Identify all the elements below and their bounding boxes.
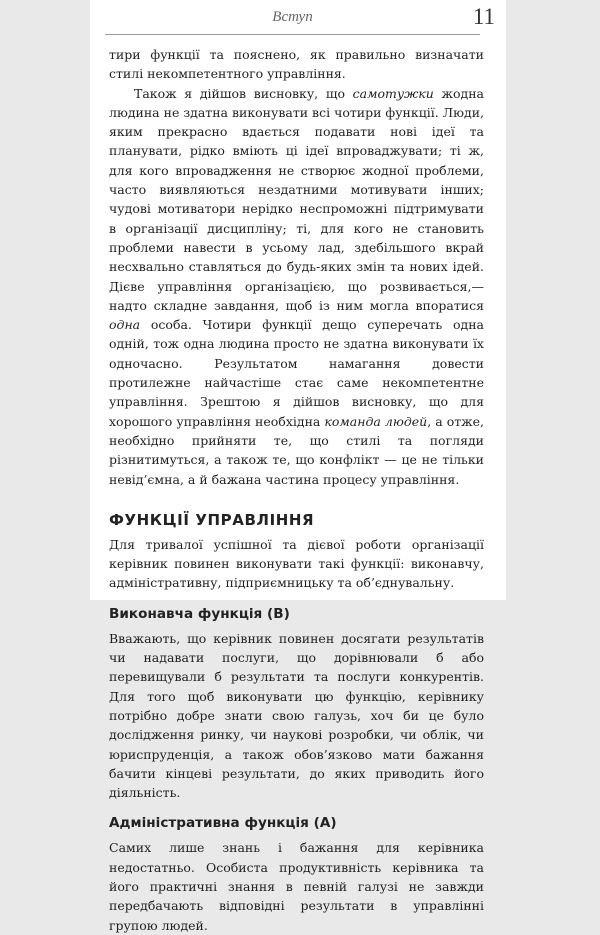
executive-function-paragraph: Вважають, що керівник повинен досягати результатів чи надавати послуги, що дорівнювали б або перевищували б результати та послуги конкурентів. Для того щоб виконувати цю функцію, керівнику потрібно добре знати свою галузь, хоч би це було дослідження ринку, чи наукові розробки, чи облік, чи юриспруденція, а також обов’язково мати бажання бачити кінцеві результати, до яких приводить його діяльність.: [109, 630, 484, 801]
paragraph-continuation: тири функції та пояснено, як правильно визначати стилі некомпетентного управління.: [109, 47, 484, 82]
emphasis-text: одна: [109, 317, 141, 333]
paragraph-text: жодна людина не здатна виконувати всі чотири функції. Люди, яким прекрасно вдається подавати нові ідеї та планувати, рідко вміють ці ідеї впроваджувати; ті ж, для кого впровадження не створює жодної проблеми, часто виявляються нездатними мотивувати інших; чудові мотиватори нерідко неспроможні підтримувати в організації дисципліну; ті, для кого не становить проблеми навести в усьому лад, здебільшого вкрай несхвально ставляться до будь-яких змін та нових ідей. Дієве управління організацією, що розвивається,— надто складне завдання, щоб із ним могла впоратися: [109, 85, 485, 313]
subheading-administrative-function: Адміністративна функція (А): [109, 815, 337, 832]
paragraph-text: , а отже, необхідно прийняти те, що стилі та погляди різнитимуться, а також те, що конфлікт — це не тільки невід’ємна, а й бажана частина процесу управління.: [109, 413, 485, 487]
running-header-title: Вступ: [272, 9, 313, 25]
running-header: [105, 0, 505, 40]
page-body: [109, 45, 484, 935]
section-heading: ФУНКЦІЇ УПРАВЛІННЯ: [109, 510, 315, 529]
subheading-executive-function: Виконавча функція (В): [109, 605, 290, 622]
administrative-function-paragraph: Самих лише знань і бажання для керівника недостатньо. Особиста продуктивність керівника та його практичні знання в певній галузі не завжди передбачають відповідні результати в управлінні групою людей.: [109, 840, 484, 933]
paragraph-text: Також я дійшов висновку, що: [134, 85, 353, 101]
paragraph-conclusion: [109, 84, 484, 489]
section-intro-paragraph: Для тривалої успішної та дієвої роботи організації керівник повинен виконувати такі функції: виконавчу, адміністративну, підприємницьку та об’єднувальну.: [109, 536, 484, 591]
emphasis-text: команда людей: [324, 413, 428, 429]
book-page: [90, 0, 506, 933]
page-number: 11: [472, 4, 495, 29]
header-rule: [105, 34, 480, 35]
emphasis-text: самотужки: [352, 85, 434, 101]
paragraph-text: особа. Чотири функції дещо суперечать одна одній, тож одна людина просто не здатна виконувати їх одночасно. Результатом намагання довести протилежне найчастіше стає саме некомпетентне управління. Зрештою я дійшов висновку, що для хорошого управління необхідна: [109, 317, 484, 429]
